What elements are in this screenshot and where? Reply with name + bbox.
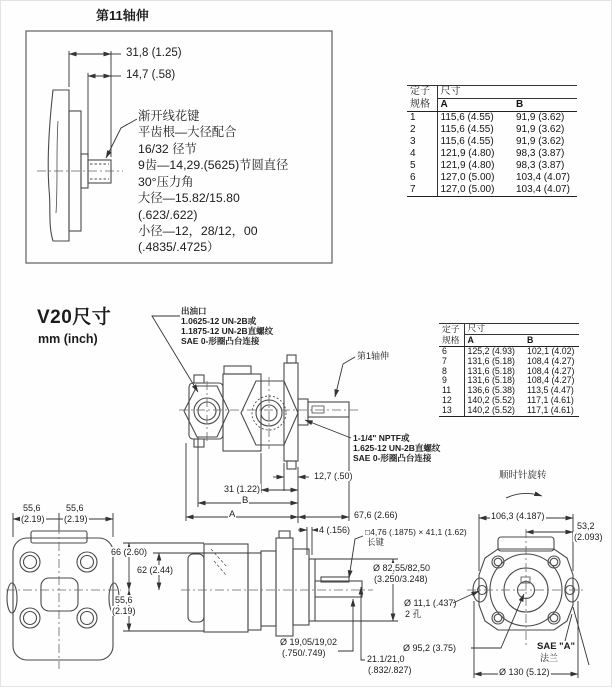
dim-height-bottom-in: (2.19) xyxy=(112,606,136,616)
stator-table-2 xyxy=(439,323,579,417)
outlet-port-note: 1.0625-12 UN-2B或 xyxy=(181,316,257,326)
key-label: 长键 xyxy=(367,537,385,547)
dim-face-offset: 31 (1.22) xyxy=(224,484,261,494)
mount-hole-count: 2 孔 xyxy=(405,609,422,619)
table-row: 4 121,9 (4.80) 98,3 (3.87) xyxy=(407,148,577,160)
spline-note-line: 小径—12，28/12，00 xyxy=(138,224,258,238)
dim-shaft11-spline-length: 14,7 (.58) xyxy=(126,69,176,81)
dim-key-height: 21.1/21,0 xyxy=(367,654,405,664)
spline-note-line: 9齿—14,29.(5625)节圆直径 xyxy=(138,158,289,172)
dim-half-width-in: (2.093) xyxy=(574,532,603,542)
rotation-direction-label: 顺时针旋转 xyxy=(499,470,547,481)
shaft1-callout: 第1轴伸 xyxy=(357,351,390,361)
table-row: 13 140,2 (5.52) 117,1 (4.61) xyxy=(439,406,579,416)
dim-pilot-dia-in: (3.250/3.248) xyxy=(374,574,428,584)
flange-name: SAE "A" xyxy=(537,641,576,652)
table-row: 1 115,6 (4.55) 91,9 (3.62) xyxy=(407,112,577,125)
stator-table-1 xyxy=(407,85,577,197)
spline-note-line: (.623/.622) xyxy=(138,208,198,222)
outlet-port-note: 出油口 xyxy=(181,306,207,316)
dim-bolt-span: Ø 130 (5.12) xyxy=(499,667,550,677)
dim-shaft-dia-in: (.750/.749) xyxy=(282,648,326,658)
dim-b: B xyxy=(242,495,249,506)
inlet-port-note: SAE 0-形圈凸台连接 xyxy=(353,453,432,463)
table-row: 9 131,6 (5.18) 108,4 (4.27) xyxy=(439,376,579,386)
table-header-a: A xyxy=(437,99,513,112)
spline-note-line: 大径—15.82/15.80 xyxy=(138,191,240,205)
dim-half-width-left-in: (2.19) xyxy=(21,514,45,524)
table-header-dim: 尺寸 xyxy=(437,86,577,99)
table-row: 12 140,2 (5.52) 117,1 (4.61) xyxy=(439,396,579,406)
spline-note-line: (.4835/.4725） xyxy=(138,240,220,254)
dim-mount-hole-dia: Ø 11,1 (.437) xyxy=(404,598,457,608)
dim-shaft-dia: Ø 19,05/19,02 xyxy=(280,637,338,647)
table-row: 8 131,6 (5.18) 108,4 (4.27) xyxy=(439,367,579,377)
section-title-v20: V20尺寸 xyxy=(37,307,112,328)
table-row: 2 115,6 (4.55) 91,9 (3.62) xyxy=(407,124,577,136)
table-header-a: A xyxy=(464,335,524,346)
inlet-port-note: 1.625-12 UN-2B直螺纹 xyxy=(353,443,441,453)
table-row: 6 125,2 (4.93) 102,1 (4.02) xyxy=(439,346,579,356)
table-header-stator: 定子 规格 xyxy=(439,324,464,347)
flange-label: 法兰 xyxy=(540,653,559,663)
dim-half-width-right-in: (2.19) xyxy=(64,514,88,524)
dim-shaft11-total-length: 31,8 (1.25) xyxy=(126,47,182,59)
table-row: 6 127,0 (5.00) 103,4 (4.07) xyxy=(407,172,577,184)
dim-half-width-right: 55,6 xyxy=(66,503,84,513)
dim-height-mid: 62 (2.44) xyxy=(137,565,174,575)
outlet-port-note: 1.1875-12 UN-2B直螺纹 xyxy=(181,326,274,336)
spline-note-line: 平齿根—大径配合 xyxy=(138,125,237,139)
dim-height-top: 66 (2.60) xyxy=(111,547,148,557)
spline-note-line: 16/32 径节 xyxy=(138,142,197,156)
dim-half-width: 53,2 xyxy=(577,521,595,531)
table-row: 7 131,6 (5.18) 108,4 (4.27) xyxy=(439,357,579,367)
dim-height-bottom: 55,6 xyxy=(115,595,133,605)
dim-a: A xyxy=(229,509,236,520)
units-label: mm (inch) xyxy=(38,332,98,346)
table-header-stator: 定子 规格 xyxy=(407,86,437,112)
dim-pilot-dia-front: Ø 95,2 (3.75) xyxy=(403,643,457,653)
dim-overall-width: 106,3 (4.187) xyxy=(491,511,545,521)
table-row: 5 121,9 (4.80) 98,3 (3.87) xyxy=(407,160,577,172)
shaft11-title: 第11轴伸 xyxy=(96,8,149,23)
dim-key-spec: □4,76 (.1875) × 41,1 (1.62) xyxy=(365,527,467,537)
table-header-dim: 尺寸 xyxy=(464,324,579,335)
spline-note-line: 30°压力角 xyxy=(138,175,194,189)
table-row: 3 115,6 (4.55) 91,9 (3.62) xyxy=(407,136,577,148)
dim-key-height-in: (.832/.827) xyxy=(368,665,412,675)
table-row: 11 136,6 (5.38) 113,5 (4.47) xyxy=(439,386,579,396)
dim-flange-thickness: 12,7 (.50) xyxy=(314,471,353,481)
dim-pilot-offset: 4 (.156) xyxy=(319,525,351,535)
dim-half-width-left: 55,6 xyxy=(23,503,41,513)
inlet-port-note: 1-1/4" NPTF或 xyxy=(353,433,410,443)
dim-shaft-extension: 67,6 (2.66) xyxy=(354,510,398,520)
spline-note-line: 渐开线花键 xyxy=(138,109,200,123)
table-header-b: B xyxy=(513,99,577,112)
table-row: 7 127,0 (5.00) 103,4 (4.07) xyxy=(407,184,577,197)
outlet-port-note: SAE 0-形圈凸台连接 xyxy=(181,336,260,346)
table-header-b: B xyxy=(524,335,579,346)
dim-pilot-dia: Ø 82,55/82,50 xyxy=(373,563,431,573)
